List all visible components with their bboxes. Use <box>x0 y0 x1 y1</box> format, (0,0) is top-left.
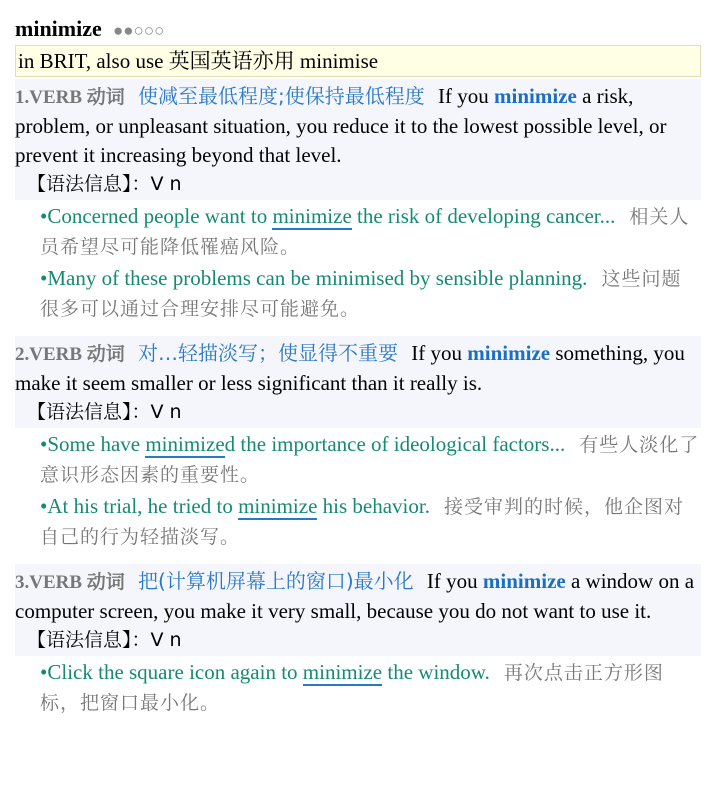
example-text: Concerned people want to <box>47 204 273 228</box>
example-keyword[interactable]: minimize <box>238 494 318 518</box>
example-text: Many of these problems can be minimised by sensible planning. <box>47 266 588 290</box>
example-keyword[interactable]: minimize <box>302 660 383 684</box>
definition-keyword[interactable]: minimize <box>467 341 551 365</box>
example-text: Click the square icon again to <box>47 660 303 684</box>
sense-number: 3. <box>15 572 30 593</box>
example-item <box>40 658 701 718</box>
sense-number: 2. <box>15 344 30 365</box>
definition-keyword[interactable]: minimize <box>494 84 577 108</box>
example-translation: 相关人员希望尽可能降低罹癌风险。 <box>40 206 690 258</box>
example-translation: 这些问题很多可以通过合理安排尽可能避免。 <box>40 268 682 320</box>
bullet: • <box>40 204 48 228</box>
sense-1-definition <box>15 79 701 200</box>
bullet: • <box>40 494 48 518</box>
sense-number: 1. <box>15 87 30 108</box>
example-text-rest: the window. <box>382 660 490 684</box>
headword: minimize <box>15 16 102 41</box>
brit-spelling-note: in BRIT, also use 英国英语亦用 minimise <box>15 45 701 77</box>
example-translation: 再次点击正方形图标，把窗口最小化。 <box>40 662 664 714</box>
example-item <box>40 492 701 552</box>
example-keyword[interactable]: minimize <box>272 204 352 228</box>
definition-keyword[interactable]: minimize <box>482 569 566 593</box>
frequency-rating: ●●○○○ <box>113 21 165 40</box>
example-text-rest: the risk of developing cancer... <box>351 204 616 228</box>
sense-3-definition <box>15 564 701 656</box>
example-text-rest: d the importance of ideological factors... <box>224 432 566 456</box>
bullet: • <box>40 432 48 456</box>
bullet: • <box>40 660 48 684</box>
bullet: • <box>40 266 48 290</box>
sense-1-examples <box>15 202 701 324</box>
example-item <box>40 264 701 324</box>
example-text: Some have <box>47 432 146 456</box>
grammar-info: 【语法信息】：V n <box>27 401 182 423</box>
part-of-speech: VERB 动词 <box>29 344 125 365</box>
definition-lead: If you <box>438 84 489 108</box>
sense-2-definition <box>15 336 701 428</box>
example-translation: 有些人淡化了意识形态因素的重要性。 <box>40 434 700 486</box>
grammar-info: 【语法信息】：V n <box>27 629 182 651</box>
example-item <box>40 430 701 490</box>
chinese-gloss: 使减至最低程度;使保持最低程度 <box>138 84 425 108</box>
example-item <box>40 202 701 262</box>
definition-text: something, you make it seem smaller or less significant than it really is. <box>15 341 685 395</box>
definition-lead: If you <box>426 569 478 593</box>
grammar-info: 【语法信息】：V n <box>27 173 182 195</box>
part-of-speech: VERB 动词 <box>29 87 125 108</box>
chinese-gloss: 把(计算机屏幕上的窗口)最小化 <box>138 569 414 593</box>
example-keyword[interactable]: minimize <box>145 432 225 456</box>
example-text-rest: his behavior. <box>317 494 430 518</box>
example-text: At his trial, he tried to <box>47 494 239 518</box>
definition-lead: If you <box>411 341 463 365</box>
sense-2-examples <box>15 430 701 552</box>
chinese-gloss: 对…轻描淡写；使显得不重要 <box>138 341 399 365</box>
entry-header <box>15 14 701 44</box>
part-of-speech: VERB 动词 <box>29 572 125 593</box>
example-translation: 接受审判的时候，他企图对自己的行为轻描淡写。 <box>40 496 684 548</box>
sense-3-examples <box>15 658 701 718</box>
definition-text: a risk, problem, or unpleasant situation, you reduce it to the lowest possible level, or prevent it increasing beyond that level. <box>15 84 667 167</box>
definition-text: a window on a computer screen, you make it very small, because you do not want to use it. <box>15 569 695 623</box>
